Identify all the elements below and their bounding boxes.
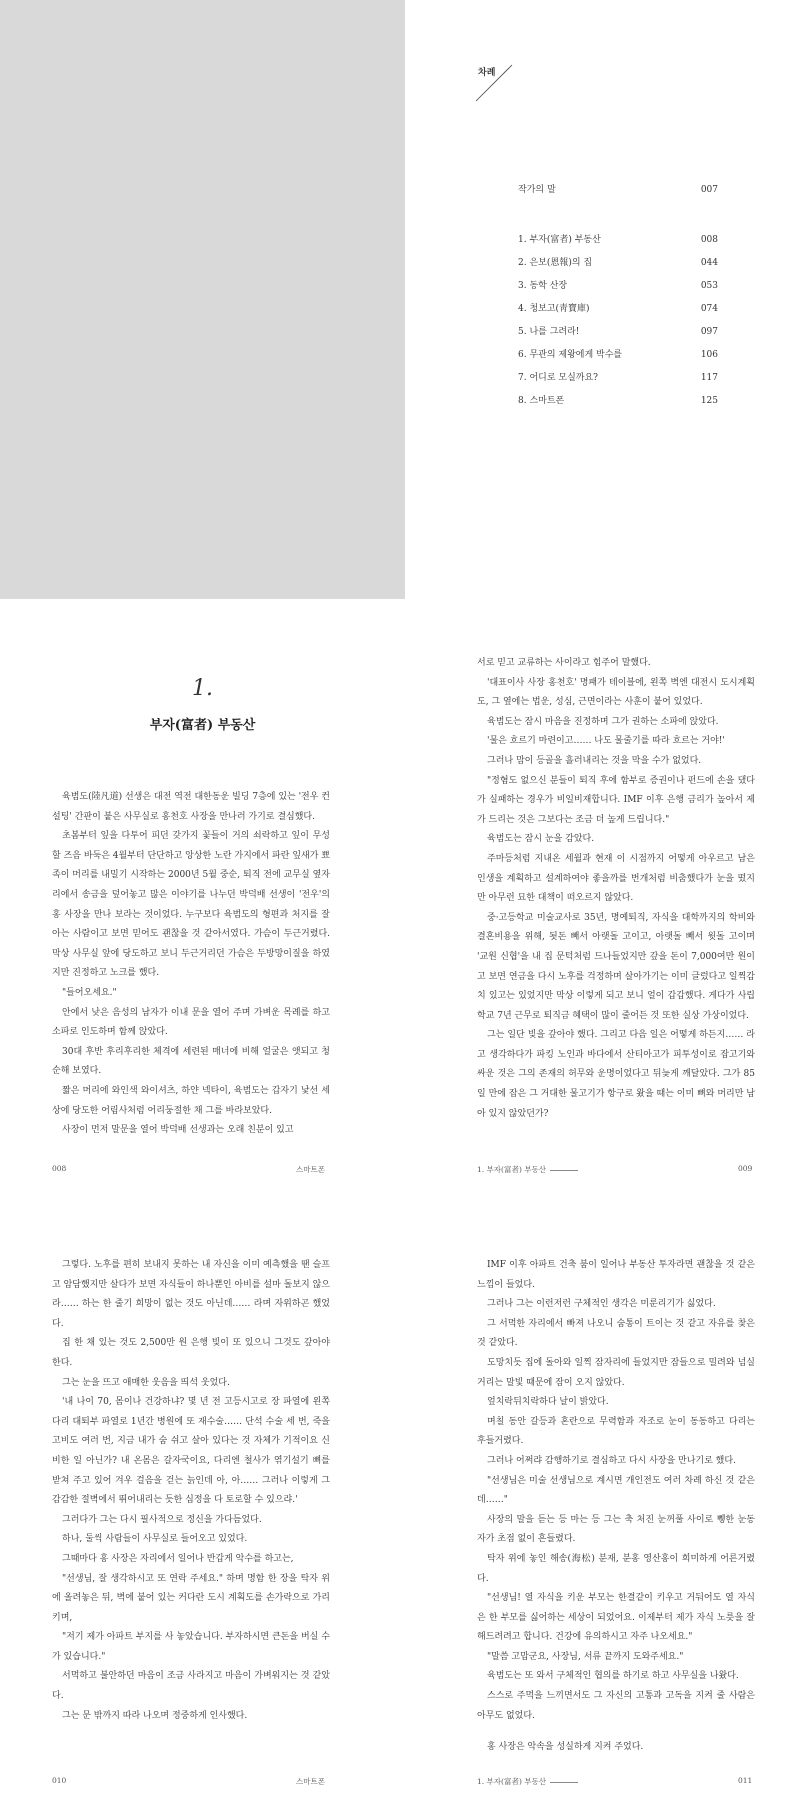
paragraph: 그는 일단 빚을 갚아야 했다. 그리고 다음 일은 어떻게 하든지…… 라고 생각하다가 파킹 노인과 바다에서 산티아고가 피투성이로 잡고기와 싸운 것은 그의 존재의 허무와 운명이었다고 뒤늦게 깨달았다. 그가 85일 만에 잡은 그 거대한 물고기가 항구로 왔을 때는 이미 뼈와 머리만 남아 있지 않았던가?: [477, 1030, 755, 1119]
toc-heading: 차례: [478, 68, 496, 78]
toc-item-page: 074: [700, 304, 718, 314]
paragraph: 스스로 주먹을 느끼면서도 그 자신의 고통과 고독을 지켜 줄 사람은 아무도 없었다.: [477, 1691, 755, 1721]
toc-item[interactable]: [518, 371, 718, 394]
toc-item[interactable]: [518, 279, 718, 302]
toc-item-label: 7. 어디로 모실까요?: [518, 373, 598, 383]
paragraph: "선생님은 미술 선생님으로 계시면 개인전도 여러 차례 하신 것 같은데……": [477, 1475, 755, 1506]
paragraph: '내 나이 70, 몸이나 건강하냐? 몇 년 전 고등시고로 장 파열에 왼쪽 다리 대퇴부 파열로 1년간 병원에 또 재수술…… 단석 수술 세 번, 죽을 고비도 여러 번, 지금 내가 숨 쉬고 살아 있다는 것 자체가 기적이요 신비한 일 아닌가? 내 온몸은 갈자국이요, 다리엔 철사가 엮기설기 뼈를 받쳐 주고 있어 겨우 걸음을 걷는 늙인데 아, 아…… 그러나 이렇게 그 감감한 절벽에서 뛰어내리는 듯한 심정을 다 토로할 수 있으랴.': [52, 1397, 330, 1506]
page-number: 010: [52, 1776, 67, 1785]
blank-gray-page: [0, 0, 405, 599]
paragraph: '대표이사 사장 홍천호' 명패가 테이블에, 왼쪽 벽엔 대전시 도시계획도, 그 옆에는 법운, 성심, 근면이라는 사훈이 붙어 있었다.: [477, 677, 755, 708]
toc-item-label: 3. 동학 산장: [518, 281, 568, 291]
toc-item-page: 044: [700, 258, 718, 268]
running-chapter-text: 1. 부자(富者) 부동산: [477, 1165, 547, 1174]
toc-item-label: 4. 청보고(靑寶庫): [518, 304, 590, 314]
paragraph: 안에서 낮은 음성의 남자가 이내 문을 열어 주며 가벼운 목례를 하고 소파로 인도하며 함께 앉았다.: [52, 1007, 330, 1038]
running-title: 스마트폰: [296, 1777, 325, 1786]
toc-list: [518, 183, 718, 417]
toc-item-page: 053: [700, 281, 718, 291]
paragraph: "정혐도 없으신 분들이 퇴직 후에 함부로 증권이나 펀드에 손을 댔다가 실패하는 경우가 비일비재합니다. IMF 이후 은행 금리가 높아서 제가 드리는 것은 그보다는 조금 더 높게 드립니다.": [477, 775, 755, 825]
paragraph: 짧은 머리에 와인색 와이셔츠, 하얀 넥타이, 육범도는 갑자기 낯선 세상에 당도한 어림사처럼 어리둥절한 채 그를 바라보았다.: [52, 1085, 330, 1116]
page-010-body: [52, 1256, 330, 1726]
paragraph: 서로 믿고 교류하는 사이라고 힘주어 말했다.: [477, 658, 651, 668]
toc-preface-page: 007: [700, 185, 718, 195]
toc-item-page: 117: [700, 373, 718, 383]
paragraph: 그는 문 밖까지 따라 나오며 정중하게 인사했다.: [62, 1710, 248, 1721]
paragraph: 주마등처럼 지내온 세월과 현재 이 시점까지 어떻게 아우르고 남은 인생을 계획하고 설계하여야 좋을까를 번개처럼 비춤했다가 눈을 떴지만 아무런 묘한 대책이 떠오르지 않았다.: [477, 853, 755, 904]
paragraph: 30대 후반 후리후리한 체격에 세련된 매너에 비해 얼굴은 앳되고 청순해 보였다.: [52, 1046, 330, 1077]
toc-item-page: 008: [700, 235, 718, 245]
paragraph: 육범도는 잠시 눈을 감았다.: [487, 834, 595, 845]
paragraph: 그러나 그는 이런저런 구체적인 생각은 미룬리기가 싫었다.: [487, 1299, 716, 1310]
paragraph: 서먹하고 불안하던 마음이 조금 사라지고 마음이 가벼워지는 것 같았다.: [52, 1671, 330, 1702]
paragraph: 엎치락뒤치락하다 날이 밝았다.: [487, 1397, 609, 1408]
toc-item[interactable]: [518, 394, 718, 417]
paragraph: 그러나 어쩌랴 감행하기로 결심하고 다시 사장을 만나기로 했다.: [487, 1455, 736, 1466]
page-number: 011: [738, 1776, 753, 1785]
toc-item-label: 1. 부자(富者) 부동산: [518, 235, 601, 245]
page-011-body: [477, 1256, 755, 1758]
toc-item[interactable]: [518, 256, 718, 279]
paragraph: 며칠 동안 갈등과 혼란으로 무력함과 자조로 눈이 동동하고 다리는 후들거렸다.: [477, 1416, 755, 1447]
paragraph: 그 서먹한 자리에서 빠져 나오니 숨통이 트이는 것 같고 자유를 찾은 것 같았다.: [477, 1318, 755, 1349]
running-chapter: [477, 1164, 578, 1175]
paragraph: '물은 흐르기 마련이고…… 나도 물줄기를 따라 흐르는 거야!': [487, 736, 725, 747]
page-009-body: [477, 654, 755, 1124]
toc-item[interactable]: [518, 325, 718, 348]
paragraph: 육범도는 또 와서 구체적인 협의를 하기로 하고 사무실을 나왔다.: [487, 1671, 739, 1682]
paragraph: "들어오세요.": [62, 987, 117, 998]
toc-item-page: 125: [700, 396, 718, 406]
paragraph: 사장의 말을 듣는 등 마는 등 그는 축 처진 눈꺼풀 사이로 쀙한 눈동자가 초점 없이 흔들렸다.: [477, 1514, 755, 1545]
toc-preface[interactable]: [518, 183, 718, 206]
paragraph: 육범도는 잠시 마음을 진정하며 그가 권하는 소파에 앉았다.: [487, 716, 719, 727]
chapter-title: 부자(富者) 부동산: [149, 718, 256, 733]
paragraph: 초봄부터 잎을 다투어 피던 갖가지 꽃들이 거의 쇠락하고 잎이 무성할 즈음 바둑은 4월부터 단단하고 앙상한 노란 가지에서 파란 잎새가 뾰족이 머리를 내밀기 시작하는 2000년 5월 중순, 퇴직 전에 교무실 옆자리에서 송금을 덮어놓고 많은 이야기를 나누던 박덕배 선생이 '전우'의 홍 사장을 만나 보라는 것이었다. 누구보다 육범도의 형편과 처지를 잘 아는 사람이고 보면 믿어도 괜찮을 것 같아서였다. 가슴이 두근거렸다. 막상 사무실 앞에 당도하고 보니 두근거리던 가슴은 두방망이질을 하였지만 진정하고 노크를 했다.: [52, 831, 330, 979]
toc-preface-label: 작가의 말: [518, 185, 556, 195]
paragraph: 육범도(陸凡道) 선생은 대전 역전 대한동운 빌딩 7층에 있는 '전우 컨설팅' 간판이 붙은 사무실로 홍천호 사장을 만나러 가기로 결심했다.: [52, 792, 330, 822]
paragraph: 탁자 위에 놓인 해송(海松) 분재, 분홍 영산홍이 희미하게 어른거렸다.: [477, 1553, 755, 1584]
paragraph: 그렇다. 노후를 편히 보내지 못하는 내 자신을 이미 예측했을 땐 슬프고 암담했지만 살다가 보면 자식들이 하나뿐인 아비를 설마 돌보지 않으라…… 하는 한 줄기 희망이 없는 것도 아닌데…… 라며 자위하곤 했었다.: [52, 1260, 330, 1329]
page-number: 008: [52, 1164, 67, 1173]
paragraph: "저기 제가 아파트 부지를 사 놓았습니다. 부자하시면 큰돈을 버실 수가 있습니다.": [52, 1632, 330, 1662]
paragraph: 그는 눈을 뜨고 애매한 웃음을 띄석 웃었다.: [62, 1377, 230, 1388]
paragraph: 도망치듯 집에 돌아와 일찍 잠자리에 들었지만 잠들으로 밀려와 넘실거리는 말빛 때문에 잠이 오지 않았다.: [477, 1357, 755, 1388]
paragraph: IMF 이후 아파트 건축 붐이 일어나 부동산 투자라면 괜찮을 것 같은 느낌이 들었다.: [477, 1260, 755, 1290]
running-chapter: [477, 1776, 578, 1787]
toc-item-label: 6. 무관의 제왕에게 박수를: [518, 350, 623, 360]
page-008-body: [52, 788, 330, 1141]
toc-item-page: 097: [700, 327, 718, 337]
paragraph: "말씀 고맙군요, 사장님, 서류 끝까지 도와주세요.": [487, 1651, 684, 1662]
toc-item-page: 106: [700, 350, 718, 360]
toc-item-label: 2. 은보(恩報)의 집: [518, 258, 593, 268]
toc-item[interactable]: [518, 348, 718, 371]
paragraph: 그러나 맘이 등골을 흘러내리는 것을 막을 수가 없었다.: [487, 755, 702, 766]
paragraph: 그러다가 그는 다시 필사적으로 정신을 가다듬었다.: [62, 1514, 262, 1525]
paragraph: 중·고등학교 미술교사로 35년, 명예퇴직, 자식을 대학까지의 학비와 결혼비용을 위해, 됫돈 빼서 아랫돌 고이고, 아랫돌 빼서 윗돌 고이며 '교원 신협'을 내 집 문턱처럼 드나들었지만 갚을 돈이 7,000여만 원이고 보면 연금을 다시 노후를 걱정하며 살아가기는 이미 글렀다고 일찍감치 있고는 있었지만 막상 이렇게 되고 보니 얼이 갑갑했다. 게다가 사립학교 7년 근무로 퇴직금 혜택이 많이 줄어든 것 또한 실상 가상이었다.: [477, 912, 755, 1021]
chapter-number: 1.: [192, 676, 213, 701]
paragraph: 집 한 채 있는 것도 2,500만 원 은행 빚이 또 있으니 그것도 갚아야 한다.: [52, 1338, 330, 1368]
running-title: 스마트폰: [296, 1165, 325, 1174]
toc-slash-decoration: [474, 63, 514, 103]
page-number: 009: [738, 1164, 753, 1173]
toc-item-label: 8. 스마트폰: [518, 396, 565, 406]
paragraph: 사장이 먼저 말문을 열어 박덕배 선생과는 오래 친분이 있고: [62, 1125, 294, 1136]
rule-line: [550, 1170, 578, 1171]
paragraph: "선생님! 열 자식을 키운 부모는 한결같이 키우고 거둬어도 열 자식은 한 부모를 싫어하는 세상이 되었어요. 이제부터 제가 자식 노릇을 잘 해드려려고 합니다. 건강에 유의하시고 자주 나오세요.": [477, 1593, 755, 1643]
rule-line: [550, 1782, 578, 1783]
toc-item[interactable]: [518, 302, 718, 325]
paragraph: "선생님, 잘 생각하시고 또 연락 주세요." 하며 명함 한 장을 탁자 위에 올려놓은 뒤, 벽에 붙어 있는 커다란 도시 계획도를 손가락으로 가리키며,: [52, 1573, 330, 1623]
toc-item-label: 5. 나를 그려라!: [518, 327, 580, 337]
paragraph: 홍 사장은 악속을 성실하게 지켜 주었다.: [487, 1742, 644, 1753]
paragraph: 하나, 둘씩 사람들이 사무실로 들어오고 있었다.: [62, 1534, 248, 1545]
paragraph: 그때마다 홍 사장은 자리에서 일어나 반갑게 악수를 하고는,: [62, 1553, 294, 1564]
running-chapter-text: 1. 부자(富者) 부동산: [477, 1777, 547, 1786]
toc-item[interactable]: [518, 233, 718, 256]
